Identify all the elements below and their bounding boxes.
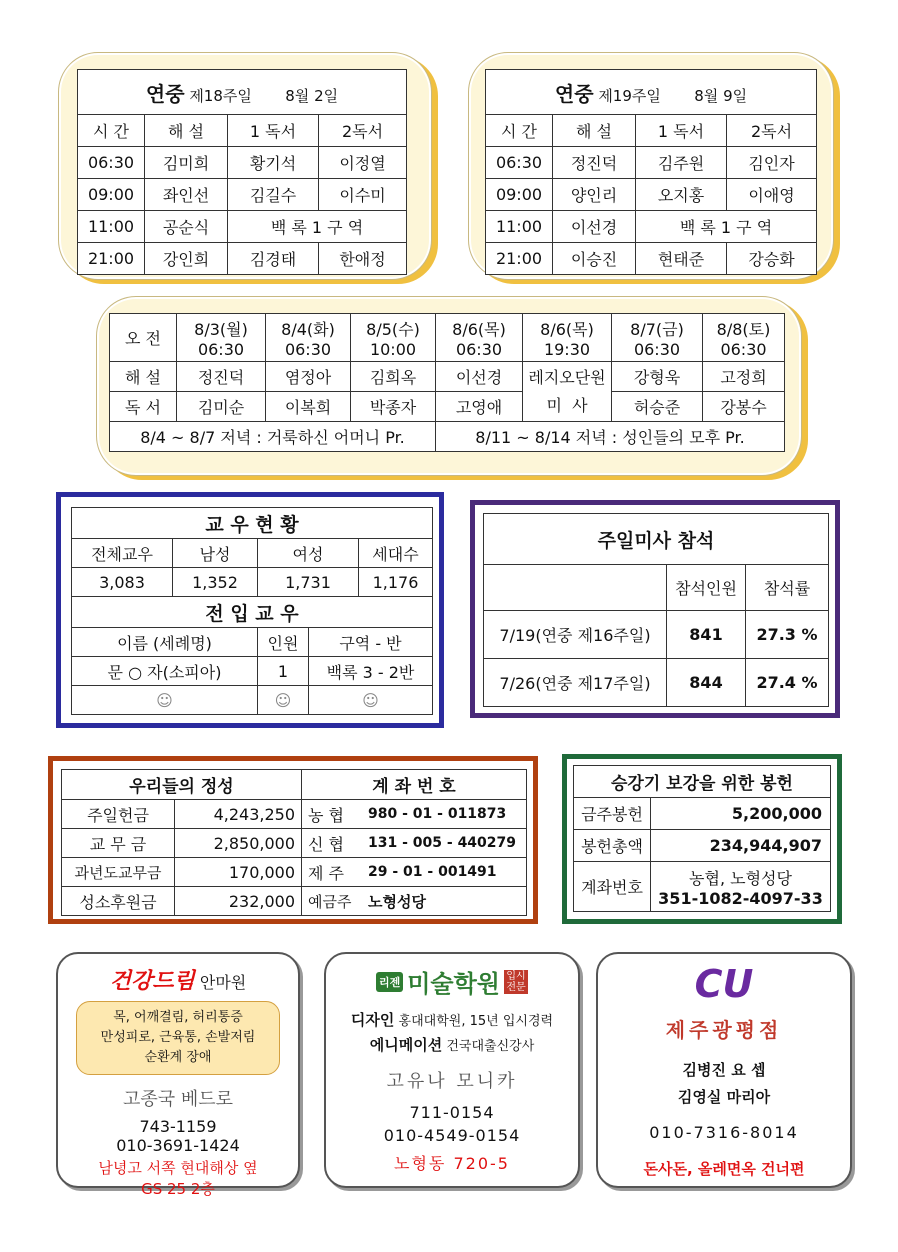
title-date: 8월 2일 [285,86,339,105]
attendance-frame [470,500,840,718]
table-row: 7/19(연중 제16주일) 841 27.3 % [484,611,829,659]
ad-massage: 건강드림 안마원 목, 어깨결림, 허리통증 만성피로, 근육통, 손발저림 순환계 장애 고종국 베드로 743-1159 010-3691-1424 남녕고 서쪽 현대해상 옆 GS 25 2층 [56,952,300,1188]
table-row: 교 무 금 2,850,000 신 협 131 - 005 - 440279 [62,829,527,858]
attendance-table: 주일미사 참석 참석인원 참석률 7/19(연중 제16주일) 841 27.3 % 7/26(연중 제17주일) 844 27.4 % [483,513,829,707]
elevator-frame [562,754,842,924]
smiley-icon: ☺ [258,686,309,715]
table-row: 7/26(연중 제17주일) 844 27.4 % [484,659,829,707]
smiley-icon: ☺ [309,686,433,715]
table-row: 21:00 강인희 김경태 한애정 [78,243,407,275]
schedule-18-table [77,69,407,275]
offering-table [61,769,527,916]
table-row: 금주봉헌 5,200,000 [574,798,831,830]
header-reading2: 2독서 [727,115,817,147]
note-left: 8/4 ~ 8/7 저녁 : 거룩하신 어머니 Pr. [110,422,436,452]
title-week: 제18주일 [189,86,252,105]
table-row: 독 서 김미순 이복희 박종자 고영애 허승준 강봉수 [110,392,785,422]
row-label-morning: 오 전 [110,314,177,362]
table-row: 봉헌총액 234,944,907 [574,830,831,862]
elevator-title: 승강기 보강을 위한 봉헌 [574,766,831,798]
academy-logo: 리젠 미술학원 입시전문 [326,964,578,999]
cu-logo: CU [694,962,754,1006]
schedule-19-card [468,52,834,280]
table-row: 주일헌금 4,243,250 농 협 980 - 01 - 011873 [62,800,527,829]
parish-status-table: 교 우 현 황 전체교우 남성 여성 세대수 3,083 1,352 1,731 1,176 전 입 교 우 이름 (세례명) 인원 구역 - 반 문 ○ 자(소피아) 1 백록 3 - 2반 ☺ ☺ ☺ [71,507,433,715]
smiley-icon: ☺ [72,686,258,715]
table-row: 06:30 정진덕 김주원 김인자 [486,147,817,179]
row-label-reading: 독 서 [110,392,177,422]
brand-name: 건강드림 [109,969,195,994]
header-reading1: 1 독서 [636,115,727,147]
header-commentary: 해 설 [145,115,228,147]
schedule-18-title [78,70,407,115]
title-main: 연중 [554,81,594,106]
table-row [72,686,433,715]
attendance-title: 주일미사 참석 [484,514,829,565]
title-week: 제19주일 [598,86,661,105]
table-row [110,422,785,452]
services-box: 목, 어깨결림, 허리통증 만성피로, 근육통, 손발저림 순환계 장애 [76,1001,280,1075]
schedule-18-card [58,52,432,280]
table-row: 21:00 이승진 현태준 강승화 [486,243,817,275]
header-reading2: 2독서 [319,115,407,147]
header-time: 시 간 [78,115,145,147]
table-row: 계좌번호 농협, 노형성당 351-1082-4097-33 [574,862,831,912]
table-row: 해 설 정진덕 염정아 김희옥 이선경 레지오단원 미 사 강형욱 고정희 [110,362,785,392]
table-row: 성소후원금 232,000 예금주 노형성당 [62,887,527,916]
weekday-table [109,313,785,452]
note-right: 8/11 ~ 8/14 저녁 : 성인들의 모후 Pr. [436,422,785,452]
offering-title: 우리들의 정성 [62,770,302,800]
newcomer-title: 전 입 교 우 [72,597,433,628]
table-row: 06:30 김미희 황기석 이정열 [78,147,407,179]
header-reading1: 1 독서 [228,115,319,147]
account-title: 계 좌 번 호 [302,770,527,800]
ad-art-academy: 리젠 미술학원 입시전문 디자인 홍대대학원, 15년 입시경력 에니메이션 건국대출신강사 고유나 모니카 711-0154 010-4549-0154 노형동 720-5 [324,952,580,1188]
table-row: 09:00 양인리 오지홍 이애영 [486,179,817,211]
schedule-19-table [485,69,817,275]
parish-title: 교 우 현 황 [72,508,433,539]
table-row: 11:00 공순식 백 록 1 구 역 [78,211,407,243]
table-row: 과년도교무금 170,000 제 주 29 - 01 - 001491 [62,858,527,887]
header-commentary: 해 설 [553,115,636,147]
table-row: 문 ○ 자(소피아) 1 백록 3 - 2반 [72,657,433,686]
title-date: 8월 9일 [694,86,748,105]
row-label-commentary: 해 설 [110,362,177,392]
table-row: 09:00 좌인선 김길수 이수미 [78,179,407,211]
header-time: 시 간 [486,115,553,147]
table-row: 3,083 1,352 1,731 1,176 [72,568,433,597]
table-row: 오 전 8/3(월) 06:30 8/4(화) 06:30 8/5(수) 10:00 8/6(목) 06:30 8/6(목) 19:30 8/7(금) 06:30 8/8(토) 06:30 [110,314,785,362]
title-main: 연중 [145,81,185,106]
parish-status-frame [56,492,444,728]
table-row: 11:00 이선경 백 록 1 구 역 [486,211,817,243]
offering-frame [48,756,538,924]
weekday-card [96,296,802,476]
elevator-table [573,765,831,912]
schedule-19-title [486,70,817,115]
ad-convenience-store: CU 제주광평점 김병진 요 셉 김영실 마리아 010-7316-8014 돈사돈, 올레면옥 건너편 [596,952,852,1188]
